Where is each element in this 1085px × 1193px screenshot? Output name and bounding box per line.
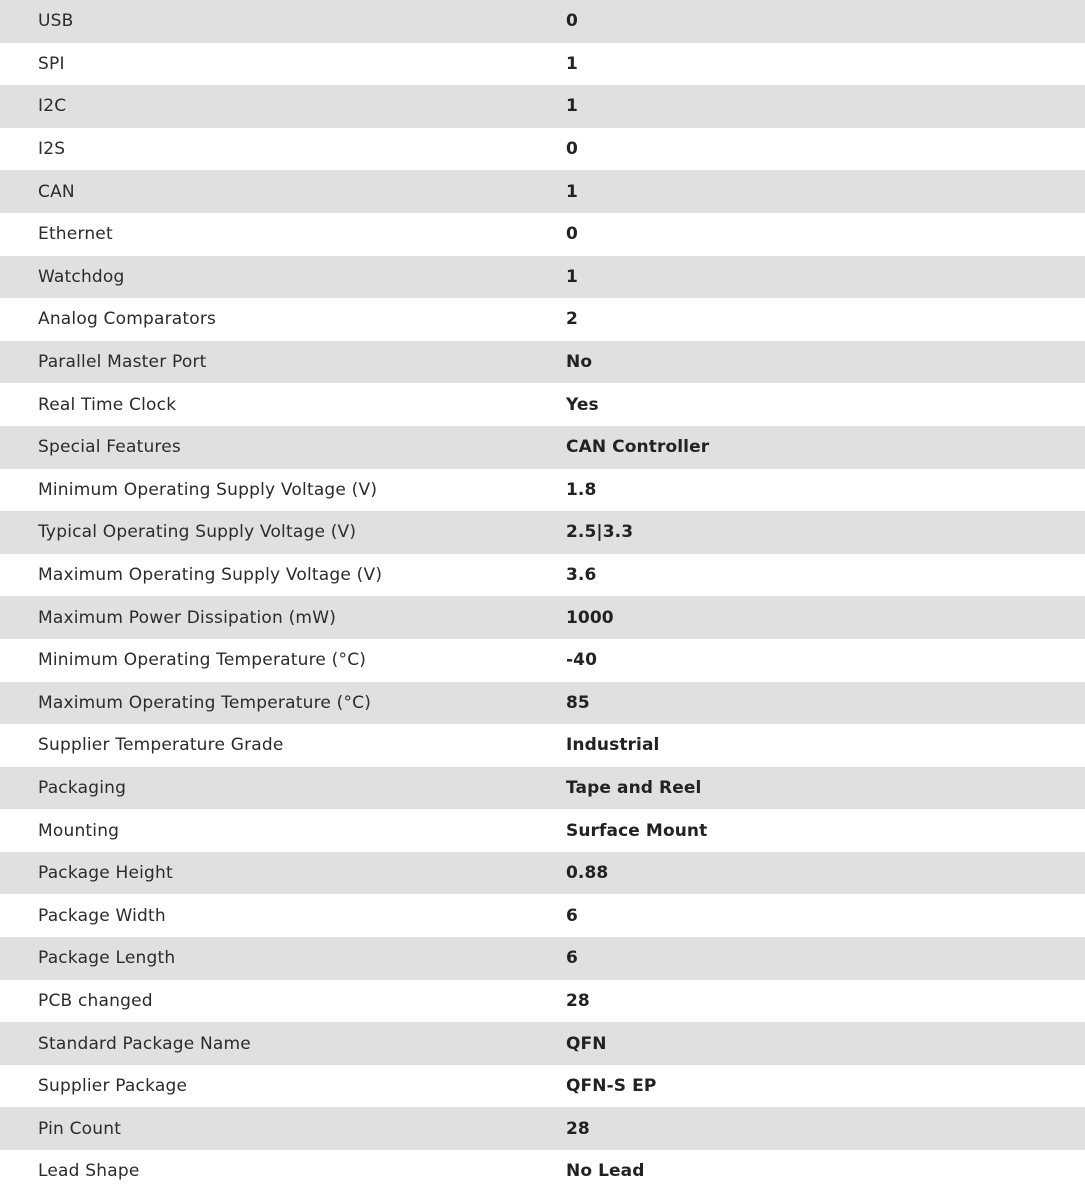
spec-value: 2.5|3.3 [566, 522, 634, 543]
spec-value: Yes [566, 394, 599, 415]
spec-row [0, 767, 1085, 810]
spec-value: 1 [566, 96, 578, 117]
spec-label: Pin Count [38, 1118, 122, 1139]
spec-value: 0 [566, 11, 578, 32]
spec-value: 0 [566, 139, 578, 160]
spec-value: 1 [566, 181, 578, 202]
spec-value: No [566, 352, 593, 373]
spec-label: Maximum Operating Temperature (°C) [38, 692, 372, 713]
spec-label: Typical Operating Supply Voltage (V) [38, 522, 357, 543]
spec-row [0, 894, 1085, 937]
spec-row [0, 937, 1085, 980]
spec-row [0, 596, 1085, 639]
spec-value: Surface Mount [566, 820, 708, 841]
spec-row [0, 639, 1085, 682]
spec-label: USB [38, 11, 74, 32]
spec-row [0, 128, 1085, 171]
spec-label: SPI [38, 53, 65, 74]
spec-row [0, 213, 1085, 256]
spec-label: Analog Comparators [38, 309, 217, 330]
spec-row [0, 1022, 1085, 1065]
spec-row [0, 980, 1085, 1023]
spec-row [0, 85, 1085, 128]
spec-value: QFN [566, 1033, 607, 1054]
spec-value: 0.88 [566, 863, 609, 884]
spec-label: Special Features [38, 437, 181, 458]
spec-row [0, 1065, 1085, 1108]
spec-value: 28 [566, 1118, 590, 1139]
spec-label: Package Height [38, 863, 173, 884]
spec-row [0, 852, 1085, 895]
spec-label: Parallel Master Port [38, 352, 207, 373]
spec-label: Mounting [38, 820, 120, 841]
spec-value: 85 [566, 692, 590, 713]
spec-value: 6 [566, 905, 578, 926]
spec-label: CAN [38, 181, 75, 202]
spec-label: Real Time Clock [38, 394, 177, 415]
spec-row [0, 256, 1085, 299]
spec-value: 0 [566, 224, 578, 245]
spec-row [0, 1150, 1085, 1193]
spec-row [0, 0, 1085, 43]
spec-row [0, 1107, 1085, 1150]
spec-value: Industrial [566, 735, 660, 756]
spec-row [0, 469, 1085, 512]
spec-row [0, 554, 1085, 597]
spec-label: Standard Package Name [38, 1033, 251, 1054]
spec-value: No Lead [566, 1161, 645, 1182]
spec-label: Minimum Operating Temperature (°C) [38, 650, 367, 671]
spec-row [0, 43, 1085, 86]
spec-label: Maximum Operating Supply Voltage (V) [38, 565, 383, 586]
spec-label: Supplier Package [38, 1076, 188, 1097]
spec-value: 1.8 [566, 479, 597, 500]
spec-value: Tape and Reel [566, 777, 702, 798]
spec-row [0, 383, 1085, 426]
spec-row [0, 511, 1085, 554]
spec-row [0, 298, 1085, 341]
spec-label: I2C [38, 96, 67, 117]
spec-value: -40 [566, 650, 598, 671]
spec-label: Maximum Power Dissipation (mW) [38, 607, 337, 628]
spec-label: Lead Shape [38, 1161, 140, 1182]
spec-value: 1 [566, 53, 578, 74]
spec-label: Package Length [38, 948, 176, 969]
spec-row [0, 682, 1085, 725]
spec-value: 2 [566, 309, 578, 330]
spec-label: Packaging [38, 777, 127, 798]
spec-row [0, 809, 1085, 852]
spec-value: 6 [566, 948, 578, 969]
spec-label: Supplier Temperature Grade [38, 735, 284, 756]
spec-label: Ethernet [38, 224, 113, 245]
spec-row [0, 341, 1085, 384]
spec-value: 28 [566, 990, 590, 1011]
spec-label: I2S [38, 139, 66, 160]
spec-value: QFN-S EP [566, 1076, 657, 1097]
spec-label: Watchdog [38, 266, 125, 287]
spec-label: Minimum Operating Supply Voltage (V) [38, 479, 378, 500]
spec-label: Package Width [38, 905, 166, 926]
spec-value: 3.6 [566, 565, 597, 586]
spec-row [0, 426, 1085, 469]
spec-value: 1000 [566, 607, 614, 628]
spec-row [0, 724, 1085, 767]
spec-value: 1 [566, 266, 578, 287]
spec-value: CAN Controller [566, 437, 710, 458]
spec-label: PCB changed [38, 990, 153, 1011]
spec-row [0, 170, 1085, 213]
